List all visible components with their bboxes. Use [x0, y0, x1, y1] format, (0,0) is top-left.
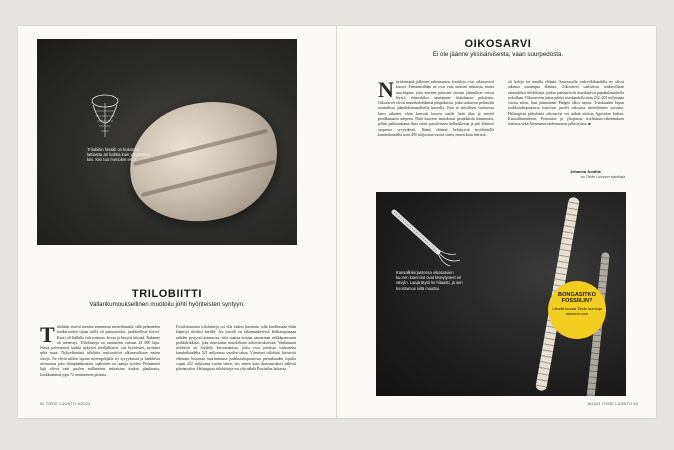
badge-title: BONGASITKO FOSSIILIN?: [558, 292, 596, 305]
orthoceras-sketch-icon: [390, 208, 470, 268]
trilobite-photo: [37, 39, 297, 245]
article-title-trilobiitti: TRILOBIITTI: [131, 288, 203, 300]
body-text: äyttävimpiä julkisten rakennusten fossiileja ovat oikosarvien kuoret. Pienimmillään ne ovat vain senttien mittaisia, mutta suurimpien, joita meriten pituisten otusten jäännökset voivat löytyä esimerkiksi saunamme lattialaatan palojeista. Oikosarvet olivat mustekalaeläimiä pääjalkaisia, jotka sudastvat pohmolin nuumilissa jäänöhdottomalisella kuorella. Kun se niivälisen vurttuessa kärvi aikaiset, eläin kasvatti kuoren suulle lisää tilaa ja sinetöi perälkamarin umpeen. Näin kuoreen muodostui peräkkäisiä kammioita, joihin pakkaantunut ilma toimi passiivisena kelluikkeena ja piti eläimen suspensa syvyydessä. Nämä eläimet kehittyivät myöhäisellä kambrikaudella noin 490 miljoonaa vuotta sitten, ennen kuin merissä: [378, 80, 494, 137]
oikosarvi-column-1: [378, 77, 494, 138]
page-footer-right: 8/2024 TIEDE LUONTO 53: [587, 402, 638, 406]
fossil-callout-badge: [548, 281, 606, 339]
page-footer-left: 52 TIEDE LUONTO 8/2024: [40, 402, 91, 406]
trilobiitti-column-1: [40, 322, 160, 378]
badge-text: Lähetä kuvasi Tiede-luontoja sanoma.com: [552, 305, 602, 316]
trilobite-photo-caption: Trilobiitin fossiili on kuluneut lattiassa ari kahtia kuin ympäröivä kivi. Kivi tuo menolen esiin.: [87, 147, 150, 163]
author-name: Johanna Juntilla: [570, 169, 601, 174]
article-subtitle-trilobiitti: Vallankumouksellinen muotoilu johti hyönteisten syntyyn.: [89, 301, 245, 308]
page-gutter: [336, 26, 337, 418]
dropcap: N: [378, 77, 394, 102]
body-text: rilobiitit etsivät monina aiemmista merieläimistä, sillä pehmeiden ionikerroiden sijaan niillä oli panssaroidut, jaokkoelliset koivet. Kuori oli kulkilla valvioittarua, kovaa ja kevyttä kitiiniä. Rakenne oli menestys. Trilobiitteja on tunnistettu runsaat 22 000 lajia. Niistä polveutuvat kaikki nykyiset niveljalkaiset, siis hyönteiset, äyriäiset sekä muut. Nykyeläimistä trilobiitit muistuttivat ulkonavolitaan eniten siiroja. Ne elivät niiden tapaan merenpohjalla eri syvyyksissä ja hankkivat ravintonsa joko eläinplanktonista, saalistaen tai raatoja syöden. Pienimmät lajit olivat vain puolen millimetrin mittaisina itsekin planktonia, kookkaimmat jopa 72 senttimetrin pituisia.: [40, 325, 160, 377]
fossil-ridge: [133, 129, 268, 166]
oikosarvi-column-2: [508, 80, 624, 128]
article-subtitle-oikosarvi: Ei ole jäänne yksisarvisesta, vaan suurpedosta.: [432, 51, 564, 58]
dropcap: T: [40, 322, 55, 347]
body-text: Fossiloitumatta trilobiitteja voi olla vaikea huomata, sillä kuollessaan eläin käpertyi tiiviiksi kerälle. Jos fossiili on rakennuskivessä leikkauspintaan nähden pystyssä asennossa, siitä saattaa erottua ainoastaan nelikäpanssarin poikkileikkaus, joka muistuttaa muodoltaan aaltoviivakuviota. Vanhimmat trilobiitit on löydetty kerrostumista, jotka ovat peräisin varhaiselta kambrikaudelta 521 miljoonaa vuoden takaa. Viimeiset trilobiitit hävisivät eläimien historian suurimmassa joukkotuhopuurossa permikauden lopulla vajaat 252 miljoonaa vuotta sitten, siis ennen kuin dinosaurukset näkivät päivänvalon. Helsingissä trilobiitteja voi yhä nähdä Postitalon lattiassa.: [176, 325, 296, 372]
trilobite-sketch-icon: [85, 93, 125, 145]
body-text: oli kaloja tai muulla eläinää. Seuraavalla ordoviikikaudella ne olivat aikansa suurimpia eläimiä. Oikosarvet saalistivat tonkerollisan esimerkiksi trilobiitteja, joiden panssarin ne murskasivat papukalamaisella nokallaan. Oikosarvien taitaa päätyi triaskaudella noin 252–201 miljoonaa vuotta sitten, kun jättimanner Pangea alkoi hajota. Triaskauden lopun joukkotuhopuurossa katosivat puolet oikosista merieläinten suvuista. Helsingissä pitkulaisia oikosarvia voi nähdä aitoista Agricolan kirkon, Kansallisteatteron, Postitalon ja yliopiston tiselimasto-rakennuksen lattiassa sekä Ateneumin taidemuseon julkisivussa. ■: [508, 80, 624, 127]
trilobiitti-column-2: [176, 325, 296, 373]
article-title-oikosarvi: OIKOSARVI: [464, 38, 532, 50]
fossil-ridge: [141, 160, 276, 197]
orthoceras-photo-caption: Kansalliskirjastossa oikosarvien kuoren kammiot ovat kiveytyneet eri sävyin. Laaja täytti ne hitaasti, ja sen koostumus siitä muuttui.: [396, 270, 463, 291]
author-role: on Tiede Luonnon toimittaja: [580, 175, 625, 179]
